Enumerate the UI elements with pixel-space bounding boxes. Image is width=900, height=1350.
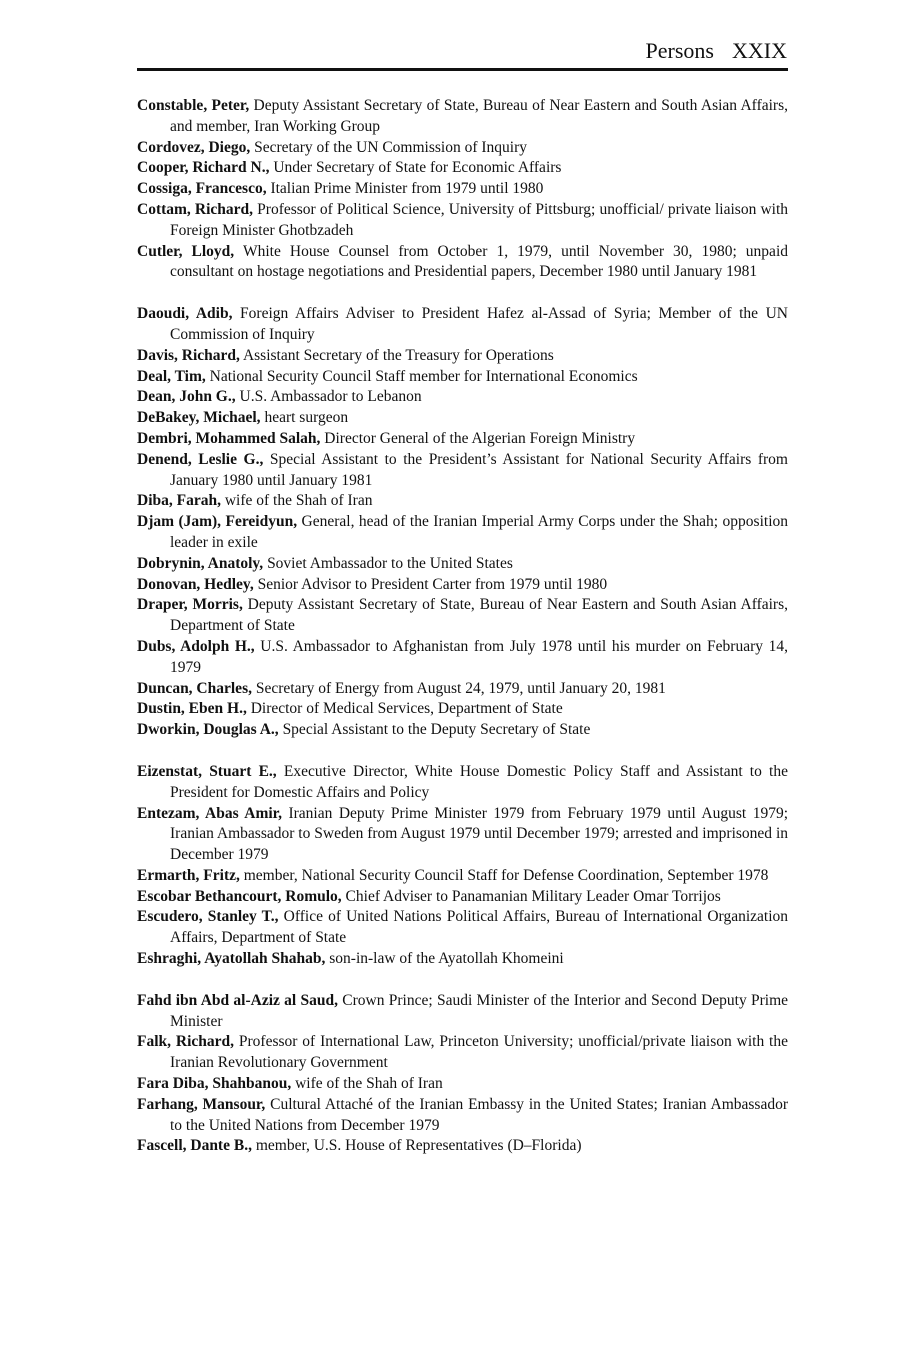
person-description: Director of Medical Services, Department of State: [246, 700, 563, 718]
person-entry: [137, 554, 788, 575]
person-description: Deputy Assistant Secretary of State, Bureau of Near Eastern and South Asian Affairs, Department of State: [170, 596, 788, 635]
person-entry: [137, 346, 788, 367]
person-name: Constable, Peter,: [137, 97, 250, 114]
person-name: Fahd ibn Abd al-Aziz al Saud,: [137, 991, 339, 1009]
person-entry: [137, 387, 788, 408]
person-description: Chief Adviser to Panamanian Military Leader Omar Torrijos: [341, 887, 721, 905]
person-name: Dean, John G.,: [137, 388, 236, 406]
person-description: U.S. Ambassador to Lebanon: [235, 388, 422, 406]
running-header: [137, 36, 787, 66]
person-description: Soviet Ambassador to the United States: [263, 554, 513, 572]
person-name: Diba, Farah,: [137, 492, 221, 510]
person-description: member, U.S. House of Representatives (D–Florida): [251, 1137, 582, 1155]
person-description: Special Assistant to the Deputy Secretary of State: [278, 721, 591, 739]
person-name: Escobar Bethancourt, Romulo,: [137, 887, 342, 905]
person-description: Secretary of the UN Commission of Inquiry: [250, 138, 528, 156]
person-name: DeBakey, Michael,: [137, 409, 261, 427]
person-name: Cooper, Richard N.,: [137, 159, 270, 177]
person-name: Entezam, Abas Amir,: [137, 804, 282, 822]
person-description: Assistant Secretary of the Treasury for Operations: [239, 346, 554, 364]
person-name: Eshraghi, Ayatollah Shahab,: [137, 950, 326, 968]
person-entry: [137, 699, 788, 720]
person-entry: [137, 949, 788, 970]
person-name: Donovan, Hedley,: [137, 575, 254, 593]
person-name: Dobrynin, Anatoly,: [137, 554, 264, 572]
person-name: Cutler, Lloyd,: [137, 242, 235, 260]
person-entry: [137, 450, 788, 492]
person-description: Under Secretary of State for Economic Affairs: [269, 159, 562, 177]
person-entry: [137, 304, 788, 346]
person-name: Escudero, Stanley T.,: [137, 908, 279, 926]
person-entry: [137, 887, 788, 908]
person-name: Cordovez, Diego,: [137, 138, 251, 156]
person-entry: [137, 991, 788, 1033]
person-entry: [137, 1032, 788, 1074]
person-description: White House Counsel from October 1, 1979, until November 30, 1980; unpaid consultant on hostage negotiations and Presidential papers, December 1980 until January 1981: [170, 242, 788, 281]
person-name: Duncan, Charles,: [137, 679, 252, 697]
person-entry: [137, 200, 788, 242]
page-number: XXIX: [732, 38, 787, 63]
person-description: Special Assistant to the President’s Assistant for National Security Affairs from January 1980 until January 1981: [170, 450, 788, 489]
person-entry: [137, 408, 788, 429]
person-description: wife of the Shah of Iran: [291, 1075, 443, 1093]
person-description: Deputy Assistant Secretary of State, Bureau of Near Eastern and South Asian Affairs, and member, Iran Working Group: [170, 97, 788, 135]
person-name: Davis, Richard,: [137, 346, 240, 364]
person-name: Draper, Morris,: [137, 596, 243, 614]
header-rule: [137, 68, 788, 71]
persons-list: [137, 96, 788, 1157]
letter-group: [137, 96, 788, 283]
person-description: Director General of the Algerian Foreign Ministry: [320, 429, 636, 447]
person-description: Secretary of Energy from August 24, 1979, until January 20, 1981: [251, 679, 666, 697]
person-description: member, National Security Council Staff for Defense Coordination, September 1978: [239, 866, 769, 884]
person-description: heart surgeon: [260, 409, 349, 427]
person-name: Dubs, Adolph H.,: [137, 637, 255, 655]
person-entry: [137, 242, 788, 284]
person-description: Foreign Affairs Adviser to President Hafez al-Assad of Syria; Member of the UN Commission of Inquiry: [170, 305, 788, 343]
person-entry: [137, 1095, 788, 1137]
person-name: Falk, Richard,: [137, 1033, 235, 1051]
person-entry: [137, 595, 788, 637]
person-name: Deal, Tim,: [137, 367, 206, 385]
person-name: Denend, Leslie G.,: [137, 450, 264, 468]
person-entry: [137, 1136, 788, 1157]
person-name: Dworkin, Douglas A.,: [137, 721, 279, 739]
person-description: son-in-law of the Ayatollah Khomeini: [325, 950, 564, 968]
person-name: Farhang, Mansour,: [137, 1095, 266, 1113]
person-description: Senior Advisor to President Carter from 1979 until 1980: [253, 575, 608, 593]
person-description: Italian Prime Minister from 1979 until 1980: [266, 180, 544, 198]
person-entry: [137, 762, 788, 804]
section-title: Persons: [645, 38, 714, 63]
person-description: Office of United Nations Political Affairs, Bureau of International Organization Affairs, Department of State: [170, 908, 788, 947]
person-name: Ermarth, Fritz,: [137, 866, 240, 884]
person-entry: [137, 491, 788, 512]
person-description: wife of the Shah of Iran: [220, 492, 373, 510]
person-name: Daoudi, Adib,: [137, 305, 233, 323]
person-entry: [137, 512, 788, 554]
person-entry: [137, 866, 788, 887]
person-name: Fascell, Dante B.,: [137, 1137, 252, 1155]
person-description: Executive Director, White House Domestic Policy Staff and Assistant to the President for Domestic Affairs and Policy: [170, 762, 788, 801]
person-name: Dustin, Eben H.,: [137, 700, 247, 718]
person-description: Professor of Political Science, University of Pittsburg; unofficial/ private liaison with Foreign Minister Ghotbzadeh: [170, 200, 788, 239]
person-entry: [137, 720, 788, 741]
person-name: Cottam, Richard,: [137, 200, 254, 218]
person-entry: [137, 1074, 788, 1095]
person-name: Eizenstat, Stuart E.,: [137, 762, 277, 780]
person-entry: [137, 367, 788, 388]
person-description: Crown Prince; Saudi Minister of the Interior and Second Deputy Prime Minister: [170, 991, 789, 1030]
person-description: Cultural Attaché of the Iranian Embassy in the United States; Iranian Ambassador to the United Nations from December 1979: [170, 1095, 789, 1134]
person-description: Iranian Deputy Prime Minister 1979 from February 1979 until August 1979; Iranian Ambassador to Sweden from August 1979 until December 1979; arrested and imprisoned in December 1979: [170, 804, 788, 864]
letter-group: [137, 991, 788, 1157]
person-entry: [137, 804, 788, 866]
person-name: Cossiga, Francesco,: [137, 180, 267, 198]
person-entry: [137, 138, 788, 159]
person-description: U.S. Ambassador to Afghanistan from July 1978 until his murder on February 14, 1979: [170, 637, 788, 676]
person-entry: [137, 637, 788, 679]
person-entry: [137, 158, 788, 179]
person-name: Fara Diba, Shahbanou,: [137, 1075, 292, 1093]
person-entry: [137, 429, 788, 450]
letter-group: [137, 304, 788, 741]
person-name: Djam (Jam), Fereidyun,: [137, 513, 298, 531]
person-name: Dembri, Mohammed Salah,: [137, 429, 321, 447]
person-entry: [137, 679, 788, 700]
person-entry: [137, 96, 788, 138]
person-description: General, head of the Iranian Imperial Army Corps under the Shah; opposition leader in exile: [170, 513, 788, 551]
person-description: National Security Council Staff member for International Economics: [205, 367, 638, 385]
person-entry: [137, 907, 788, 949]
person-entry: [137, 179, 788, 200]
letter-group: [137, 762, 788, 970]
person-description: Professor of International Law, Princeton University; unofficial/private liaison with the Iranian Revolutionary Government: [170, 1033, 788, 1072]
person-entry: [137, 575, 788, 596]
